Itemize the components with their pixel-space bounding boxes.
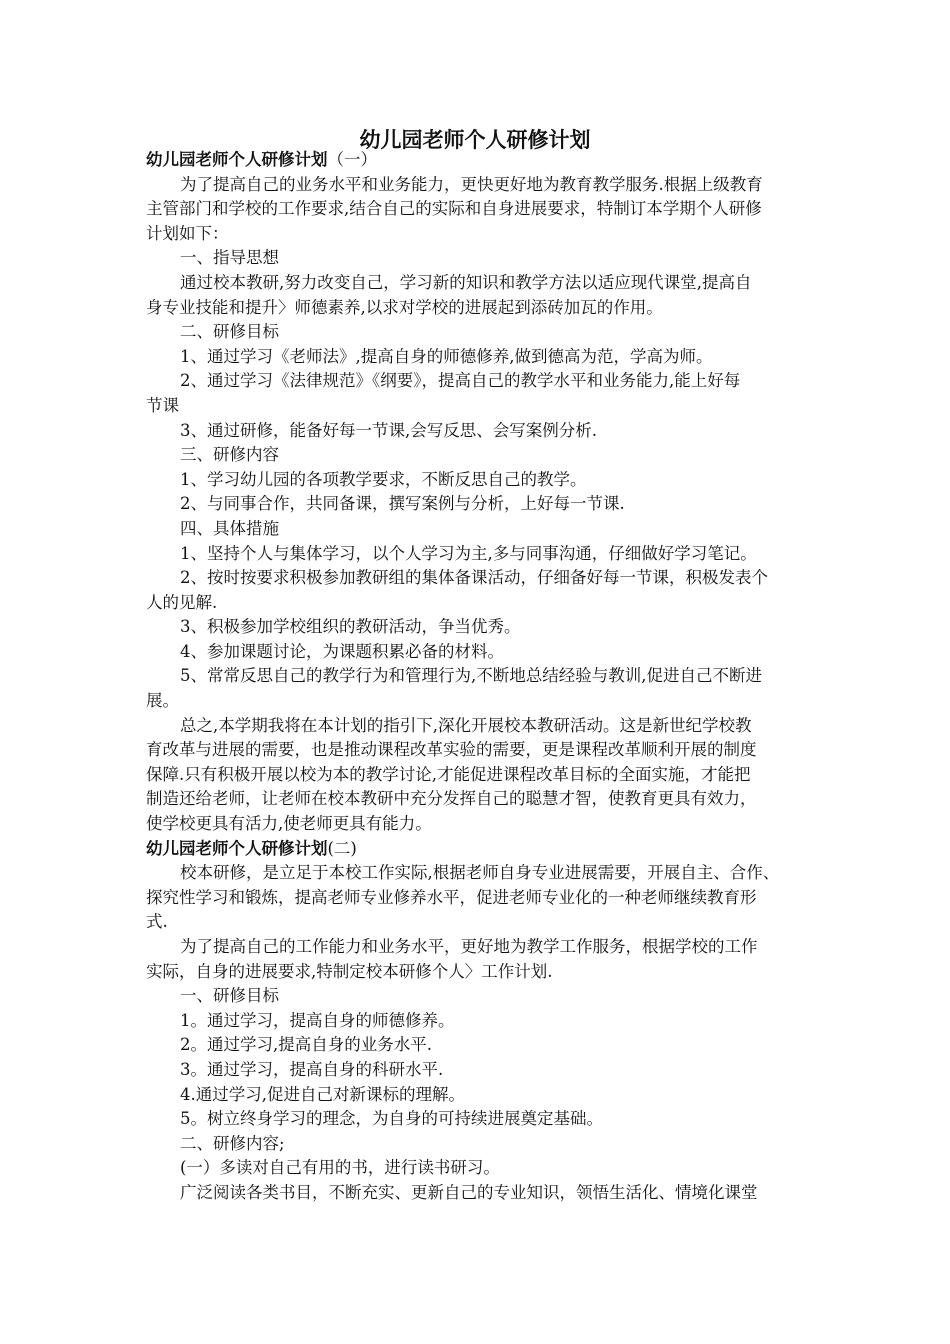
text-line: 式.: [146, 912, 168, 932]
text-line: 3、通过研修，能备好每一节课,会写反思、会写案例分析.: [180, 420, 597, 440]
text-line: 育改革与进展的需要，也是推动课程改革实验的需要，更是课程改革顺利开展的制度: [146, 740, 757, 760]
plan1-heading-text: 幼儿园老师个人研修计划: [146, 150, 328, 169]
plan1-heading: [146, 148, 826, 173]
text-line: 三、研修内容: [180, 445, 279, 465]
text-line: 为了提高自己的业务水平和业务能力，更快更好地为教育教学服务.根据上级教育: [180, 174, 763, 194]
text-line: 探究性学习和锻炼，提高老师专业修养水平，促进老师专业化的一种老师继续教育形: [146, 887, 757, 907]
text-line: 总之,本学期我将在本计划的指引下,深化开展校本教研活动。这是新世纪学校教: [180, 715, 752, 735]
text-line: 2、按时按要求积极参加教研组的集体备课活动，仔细备好每一节课，积极发表个: [180, 568, 768, 588]
text-line: 4、参加课题讨论，为课题积累必备的材料。: [180, 641, 504, 661]
text-line: 保障.只有积极开展以校为本的教学讨论,才能促进课程改革目标的全面实施，才能把: [146, 764, 751, 784]
text-line: 5。树立终身学习的理念，为自身的可持续进展奠定基础。: [180, 1109, 603, 1129]
text-line: 四、具体措施: [180, 518, 279, 538]
text-line: 制造还给老师，让老师在校本教研中充分发挥自己的聪慧才智，使教育更具有效力，: [146, 789, 757, 809]
text-line: 一、指导思想: [180, 248, 279, 268]
text-line: 广泛阅读各类书目，不断充实、更新自己的专业知识，领悟生活化、情境化课堂: [180, 1182, 758, 1202]
text-line: 2。通过学习,提高自身的业务水平.: [180, 1035, 432, 1055]
plan2-heading-text: 幼儿园老师个人研修计划: [146, 838, 328, 858]
text-line: 展。: [146, 691, 179, 711]
plan1-paragraphs: [146, 173, 826, 837]
text-line: 3、积极参加学校组织的教研活动，争当优秀。: [180, 617, 521, 637]
text-line: 使学校更具有活力,使老师更具有能力。: [146, 814, 432, 834]
text-line: 4.通过学习,促进自己对新课标的理解。: [180, 1084, 465, 1104]
text-line: 一、研修目标: [180, 986, 279, 1006]
text-line: 身专业技能和提升〉师德素养,以求对学校的进展起到添砖加瓦的作用。: [146, 297, 663, 317]
plan2-heading-suffix: (二): [327, 838, 357, 858]
text-line: 计划如下：: [146, 223, 229, 243]
text-line: 节课: [146, 395, 179, 415]
plan2-paragraphs: [146, 861, 826, 1205]
text-line: 1。通过学习，提高自身的师德修养。: [180, 1010, 455, 1030]
text-line: (一）多读对自己有用的书，进行读书研习。: [180, 1158, 500, 1178]
document-body: [146, 148, 826, 1206]
text-line: 校本研修，是立足于本校工作实际,根据老师自身专业进展需要，开展自主、合作、: [180, 863, 780, 883]
text-line: 5、常常反思自己的教学行为和管理行为,不断地总结经验与教训,促进自己不断进: [180, 666, 762, 686]
text-line: 二、研修目标: [180, 322, 279, 342]
text-line: 为了提高自己的工作能力和业务水平，更好地为教学工作服务，根据学校的工作: [180, 937, 758, 956]
text-line: 人的见解.: [146, 592, 218, 612]
plan1-heading-suffix: （一）: [327, 150, 377, 169]
text-line: 2、与同事合作，共同备课，撰写案例与分析，上好每一节课.: [180, 494, 625, 514]
text-line: 二、研修内容;: [180, 1133, 285, 1153]
text-line: 实际，自身的进展要求,特制定校本研修个人〉工作计划.: [146, 961, 553, 981]
text-line: 1、坚持个人与集体学习，以个人学习为主,多与同事沟通，仔细做好学习笔记。: [180, 543, 757, 563]
text-line: 2、通过学习《法律规范》《纲要》，提高自己的教学水平和业务能力,能上好每: [180, 371, 741, 391]
text-line: 主管部门和学校的工作要求,结合自己的实际和自身进展要求，特制订本学期个人研修: [146, 199, 762, 219]
text-line: 1、通过学习《老师法》,提高自身的师德修养,做到德高为范，学高为师。: [180, 346, 713, 366]
text-line: 1、学习幼儿园的各项教学要求，不断反思自己的教学。: [180, 469, 587, 489]
text-line: 通过校本教研,努力改变自己，学习新的知识和教学方法以适应现代课堂,提高自: [180, 272, 752, 292]
document-title: 幼儿园老师个人研修计划: [359, 128, 591, 152]
plan2-heading: [146, 837, 826, 862]
text-line: 3。通过学习，提高自身的科研水平.: [180, 1059, 444, 1079]
